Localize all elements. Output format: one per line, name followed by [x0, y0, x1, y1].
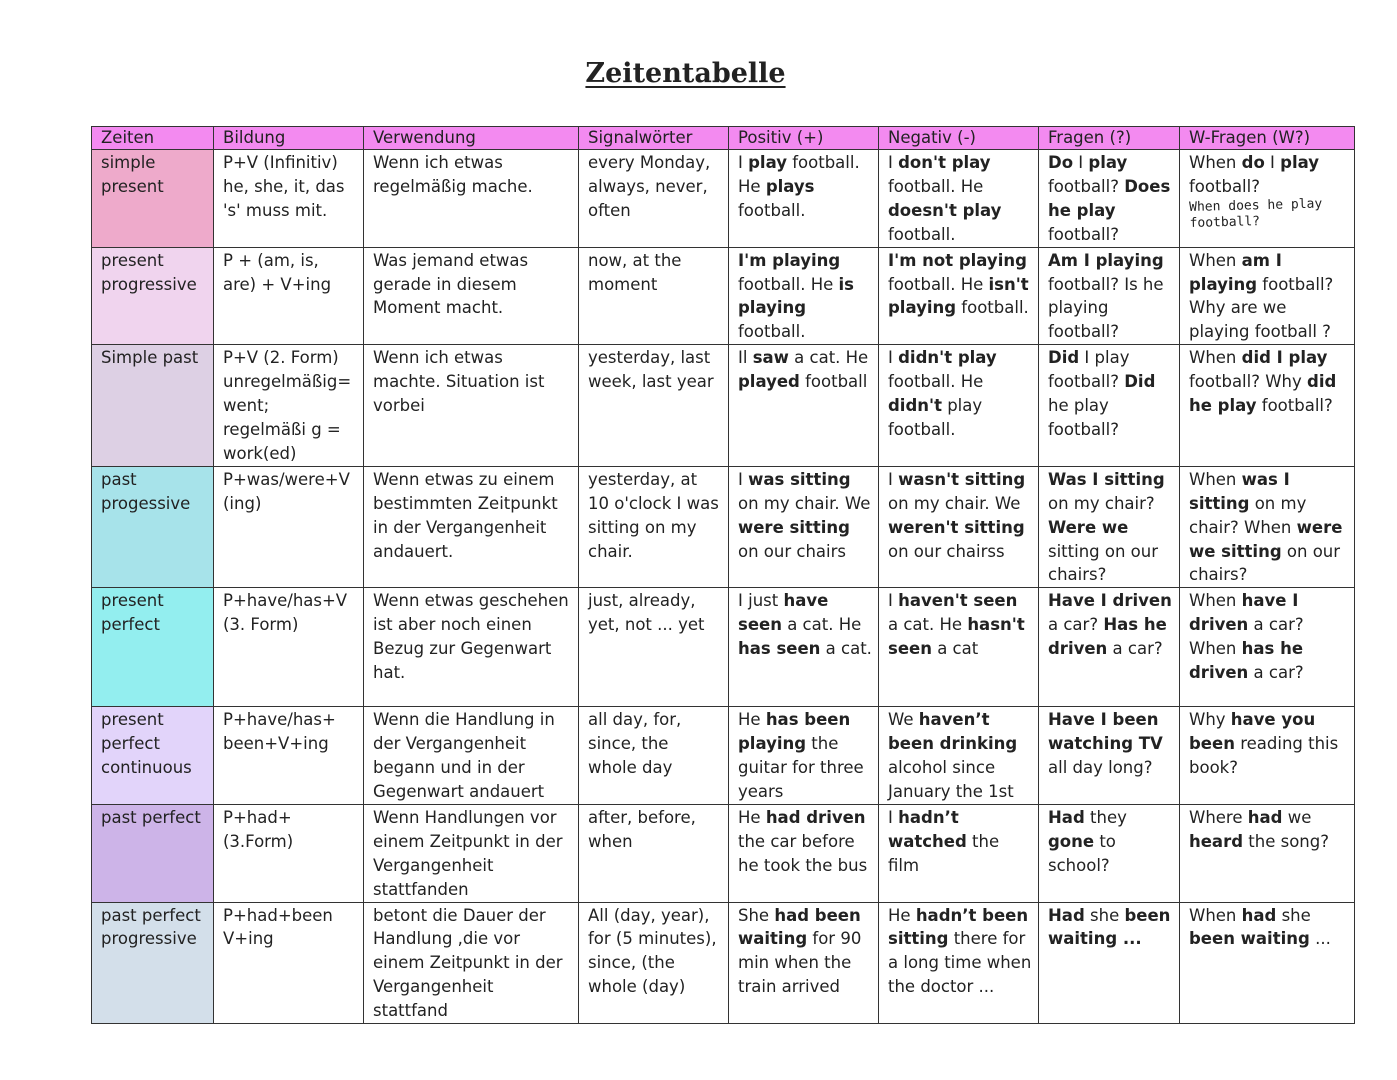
- table-row: [92, 902, 1355, 1024]
- text-segment: on my chair?: [1048, 493, 1155, 513]
- text-segment: heard: [1189, 831, 1244, 851]
- text-segment: all day long?: [1048, 758, 1153, 778]
- cell-w-fragen: [1180, 345, 1355, 467]
- cell-signalwoerter: All (day, year), for (5 minutes), since, (the whole (day): [579, 902, 729, 1024]
- text-segment: play: [1088, 153, 1128, 172]
- text-segment: haven’t been drinking: [888, 710, 1018, 754]
- text-segment: I: [1073, 153, 1089, 172]
- text-segment: Have I been watching TV: [1048, 710, 1163, 754]
- text-segment: football.: [738, 200, 806, 220]
- table-row: [92, 466, 1355, 588]
- text-segment: do: [1241, 153, 1265, 172]
- cell-fragen: [1039, 804, 1180, 902]
- text-segment: football? Is he playing football?: [1048, 274, 1164, 342]
- cell-negativ: [879, 345, 1039, 467]
- cell-w-fragen: [1180, 247, 1355, 345]
- text-segment: has he driven: [1189, 639, 1304, 683]
- text-segment: gone: [1048, 831, 1095, 851]
- text-segment: I: [1264, 153, 1281, 172]
- handwritten-note: When does he play football?: [1189, 196, 1323, 231]
- cell-negativ: [879, 588, 1039, 707]
- cell-verwendung: Wenn etwas geschehen ist aber noch einen Bezug zur Gegenwart hat.: [364, 588, 579, 707]
- text-segment: When: [1189, 591, 1242, 611]
- text-segment: football.: [888, 224, 956, 244]
- cell-w-fragen: [1180, 804, 1355, 902]
- text-segment: on my chair. We: [738, 493, 871, 513]
- text-segment: I: [888, 348, 899, 368]
- cell-verwendung: betont die Dauer der Handlung ,die vor einem Zeitpunkt in der Vergangenheit stattfand: [364, 902, 579, 1024]
- text-segment: Was I sitting: [1048, 469, 1165, 489]
- text-segment: been waiting: [1189, 929, 1310, 949]
- cell-tense: simple present: [92, 150, 214, 248]
- text-segment: Has he driven: [1048, 615, 1167, 659]
- cell-fragen: [1039, 707, 1180, 805]
- header-bildung: Bildung: [214, 127, 364, 150]
- text-segment: He: [738, 710, 766, 730]
- header-verwendung: Verwendung: [364, 127, 579, 150]
- text-segment: I'm not playing: [888, 250, 1027, 270]
- text-segment: had driven: [765, 807, 866, 827]
- cell-tense: past perfect: [92, 804, 214, 902]
- text-segment: Had: [1048, 905, 1085, 925]
- header-row: [92, 127, 1355, 150]
- text-segment: on our chairs?: [1189, 541, 1341, 585]
- cell-fragen: [1039, 902, 1180, 1024]
- cell-signalwoerter: now, at the moment: [579, 247, 729, 345]
- text-segment: did I play: [1241, 348, 1328, 368]
- text-segment: have seen: [738, 591, 829, 635]
- table-row: [92, 588, 1355, 707]
- text-segment: Do: [1048, 153, 1074, 172]
- text-segment: doesn't play: [888, 200, 1002, 220]
- cell-bildung: P+was/were+V (ing): [214, 466, 364, 588]
- text-segment: he play football?: [1048, 396, 1119, 439]
- cell-verwendung: Wenn ich etwas regelmäßig mache.: [364, 150, 579, 248]
- text-segment: When: [1189, 348, 1242, 368]
- text-segment: have I driven: [1189, 591, 1299, 635]
- text-segment: am I playing: [1189, 250, 1282, 294]
- text-segment: football?: [1048, 176, 1125, 196]
- text-segment: a cat. He: [788, 348, 869, 368]
- cell-fragen: [1039, 345, 1180, 467]
- text-segment: football.: [956, 298, 1029, 318]
- text-segment: she: [1084, 905, 1125, 925]
- header-negativ: Negativ (-): [879, 127, 1039, 150]
- text-segment: played: [738, 372, 800, 392]
- text-segment: I: [738, 153, 749, 172]
- text-segment: football.: [738, 322, 806, 342]
- cell-positiv: [729, 247, 879, 345]
- text-segment: plays: [765, 176, 815, 196]
- text-segment: weren't sitting: [888, 517, 1025, 537]
- text-segment: He: [738, 807, 766, 827]
- cell-signalwoerter: yesterday, last week, last year: [579, 345, 729, 467]
- cell-signalwoerter: all day, for, since, the whole day: [579, 707, 729, 805]
- header-fragen: Fragen (?): [1039, 127, 1180, 150]
- text-segment: had: [1241, 905, 1277, 925]
- cell-w-fragen: [1180, 588, 1355, 707]
- cell-tense: present perfect continuous: [92, 707, 214, 805]
- text-segment: When: [1189, 469, 1242, 489]
- cell-fragen: [1039, 466, 1180, 588]
- cell-verwendung: Wenn die Handlung in der Vergangenheit begann und in der Gegenwart andauert: [364, 707, 579, 805]
- text-segment: had: [1247, 807, 1283, 827]
- cell-bildung: P+V (Infinitiv) he, she, it, das 's' muss mit.: [214, 150, 364, 248]
- text-segment: they: [1084, 807, 1127, 827]
- cell-positiv: [729, 804, 879, 902]
- text-segment: don't play: [898, 153, 991, 172]
- text-segment: I: [888, 591, 899, 611]
- text-segment: there for a long time when the doctor ...: [888, 929, 1032, 997]
- header-signalwoerter: Signalwörter: [579, 127, 729, 150]
- cell-positiv: [729, 902, 879, 1024]
- text-segment: on our chairss: [888, 541, 1005, 561]
- text-segment: to school?: [1048, 831, 1116, 875]
- cell-w-fragen: [1180, 466, 1355, 588]
- text-segment: isn't playing: [888, 274, 1029, 318]
- text-segment: football? Why are we playing football ?: [1189, 274, 1334, 342]
- cell-negativ: [879, 247, 1039, 345]
- text-segment: had been waiting: [738, 905, 861, 949]
- text-segment: reading this book?: [1189, 734, 1339, 778]
- text-segment: football?: [1048, 224, 1119, 244]
- cell-signalwoerter: after, before, when: [579, 804, 729, 902]
- cell-verwendung: Was jemand etwas gerade in diesem Moment macht.: [364, 247, 579, 345]
- text-segment: Il: [738, 348, 753, 368]
- table-row: [92, 150, 1355, 248]
- text-segment: a cat. He: [781, 615, 862, 635]
- cell-bildung: P+have/has+ been+V+ing: [214, 707, 364, 805]
- cell-w-fragen: [1180, 707, 1355, 805]
- cell-fragen: [1039, 247, 1180, 345]
- text-segment: Were we: [1048, 517, 1129, 537]
- text-segment: football. He: [888, 372, 984, 392]
- cell-positiv: [729, 345, 879, 467]
- text-segment: saw: [752, 348, 789, 368]
- text-segment: She: [738, 905, 775, 925]
- text-segment: was I sitting: [1189, 469, 1290, 513]
- text-segment: the car before he took the bus: [738, 831, 868, 875]
- cell-bildung: P+have/has+V (3. Form): [214, 588, 364, 707]
- cell-positiv: [729, 588, 879, 707]
- text-segment: ...: [1309, 929, 1331, 949]
- text-segment: When: [1189, 905, 1242, 925]
- cell-tense: present perfect: [92, 588, 214, 707]
- cell-negativ: [879, 804, 1039, 902]
- cell-verwendung: Wenn Handlungen vor einem Zeitpunkt in der Vergangenheit stattfanden: [364, 804, 579, 902]
- text-segment: football. He: [888, 176, 984, 196]
- cell-fragen: [1039, 150, 1180, 248]
- text-segment: When: [1189, 153, 1242, 172]
- text-segment: Had: [1048, 807, 1085, 827]
- cell-signalwoerter: yesterday, at 10 o'clock I was sitting on my chair.: [579, 466, 729, 588]
- cell-tense: past progessive: [92, 466, 214, 588]
- cell-positiv: [729, 150, 879, 248]
- text-segment: football?: [1256, 396, 1333, 416]
- text-segment: play: [748, 153, 787, 172]
- cell-negativ: [879, 150, 1039, 248]
- text-segment: I play football?: [1048, 348, 1130, 392]
- text-segment: was sitting: [748, 469, 851, 489]
- cell-fragen: [1039, 588, 1180, 707]
- text-segment: the song?: [1243, 831, 1329, 851]
- text-segment: on my chair? When: [1189, 493, 1307, 537]
- text-segment: haven't seen: [898, 591, 1018, 611]
- text-segment: hadn’t watched: [888, 807, 967, 851]
- text-segment: He: [888, 905, 916, 925]
- cell-bildung: P+had+ (3.Form): [214, 804, 364, 902]
- text-segment: hadn’t been sitting: [888, 905, 1029, 949]
- text-segment: the film: [888, 831, 1000, 875]
- text-segment: wasn't sitting: [898, 469, 1026, 489]
- text-segment: Am I playing: [1048, 250, 1164, 270]
- text-segment: were sitting: [738, 517, 850, 537]
- cell-negativ: [879, 902, 1039, 1024]
- text-segment: I just: [738, 591, 784, 611]
- cell-signalwoerter: just, already, yet, not ... yet: [579, 588, 729, 707]
- text-segment: for 90 min when the train arrived: [738, 929, 862, 997]
- text-segment: a car?: [1248, 663, 1304, 683]
- text-segment: hasn't seen: [888, 615, 1025, 659]
- text-segment: on our chairs: [738, 541, 846, 561]
- text-segment: sitting on our chairs?: [1048, 541, 1159, 585]
- text-segment: a cat: [931, 639, 979, 659]
- text-segment: I: [738, 469, 749, 489]
- cell-w-fragen: [1180, 150, 1355, 248]
- table-row: [92, 707, 1355, 805]
- text-segment: didn't: [888, 396, 942, 416]
- text-segment: Where: [1189, 807, 1248, 827]
- text-segment: we: [1282, 807, 1312, 827]
- cell-verwendung: Wenn ich etwas machte. Situation ist vorbei: [364, 345, 579, 467]
- text-segment: play: [1280, 153, 1320, 172]
- cell-negativ: [879, 707, 1039, 805]
- text-segment: football? Why: [1189, 372, 1308, 392]
- text-segment: I: [888, 469, 899, 489]
- cell-tense: past perfect progressive: [92, 902, 214, 1024]
- text-segment: I: [888, 807, 899, 827]
- cell-w-fragen: [1180, 902, 1355, 1024]
- text-segment: a cat.: [820, 639, 872, 659]
- text-segment: I'm playing: [738, 250, 841, 270]
- text-segment: a cat. He: [888, 615, 968, 635]
- text-segment: When: [1189, 250, 1242, 270]
- text-segment: football. He: [738, 153, 860, 196]
- table-row: [92, 804, 1355, 902]
- cell-negativ: [879, 466, 1039, 588]
- header-zeiten: Zeiten: [92, 127, 214, 150]
- text-segment: has been playing: [738, 710, 851, 754]
- table-row: [92, 247, 1355, 345]
- text-segment: Have I driven: [1048, 591, 1172, 611]
- text-segment: didn't play: [898, 348, 997, 368]
- text-segment: on my chair. We: [888, 493, 1021, 513]
- cell-tense: Simple past: [92, 345, 214, 467]
- header-w-fragen: W-Fragen (W?): [1180, 127, 1355, 150]
- text-segment: Did: [1048, 348, 1080, 368]
- cell-bildung: P+had+been V+ing: [214, 902, 364, 1024]
- text-segment: were we sitting: [1189, 517, 1343, 561]
- text-segment: Did: [1124, 372, 1156, 392]
- text-segment: Why: [1189, 710, 1231, 730]
- text-segment: the guitar for three years: [738, 734, 864, 802]
- text-segment: a car?: [1048, 615, 1104, 635]
- cell-positiv: [729, 466, 879, 588]
- text-segment: football. He: [888, 274, 989, 294]
- text-segment: We: [888, 710, 919, 730]
- cell-bildung: P+V (2. Form) unregelmäßig= went; regelmäßi g = work(ed): [214, 345, 364, 467]
- cell-positiv: [729, 707, 879, 805]
- text-segment: football: [799, 372, 868, 392]
- text-segment: alcohol since January the 1st: [888, 758, 1014, 802]
- text-segment: football?: [1189, 176, 1260, 196]
- tenses-table: [91, 126, 1355, 1024]
- text-segment: a car? When: [1189, 615, 1304, 659]
- text-segment: did he play: [1189, 372, 1337, 416]
- text-segment: have you been: [1189, 710, 1316, 754]
- text-segment: Does he play: [1048, 176, 1171, 220]
- text-segment: a car?: [1107, 639, 1163, 659]
- text-segment: been waiting ...: [1048, 905, 1171, 949]
- page-title: Zeitentabelle: [585, 58, 786, 89]
- cell-verwendung: Wenn etwas zu einem bestimmten Zeitpunkt in der Vergangenheit andauert.: [364, 466, 579, 588]
- text-segment: play football.: [888, 396, 983, 439]
- text-segment: she: [1276, 905, 1311, 925]
- cell-tense: present progressive: [92, 247, 214, 345]
- table-row: [92, 345, 1355, 467]
- cell-signalwoerter: every Monday, always, never, often: [579, 150, 729, 248]
- text-segment: I: [888, 153, 899, 172]
- text-segment: has seen: [738, 639, 821, 659]
- text-segment: is playing: [738, 274, 854, 318]
- cell-bildung: P + (am, is, are) + V+ing: [214, 247, 364, 345]
- header-positiv: Positiv (+): [729, 127, 879, 150]
- text-segment: football. He: [738, 274, 839, 294]
